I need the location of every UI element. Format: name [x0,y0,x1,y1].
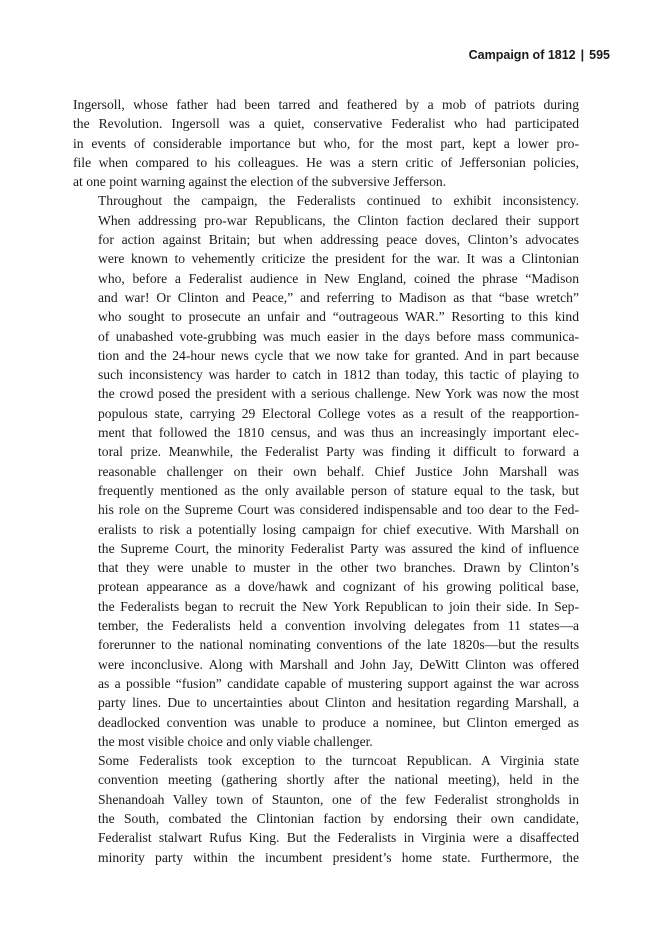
text-line: Shenandoah Valley town of Staunton, one of the few Federalist strongholds in [98,791,579,807]
text-line: were inconclusive. Along with Marshall and John Jay, DeWitt Clinton was offered [98,656,579,672]
text-line: party lines. Due to uncertainties about Clinton and hesitation regarding Marshall, a [98,695,579,711]
paragraph [73,95,579,191]
text-line: the crowd posed the president with a serious challenge. New York was now the most [98,386,579,402]
text-line: who, before a Federalist audience in New England, coined the phrase “Madison [98,270,579,286]
text-line: for action against Britain; but when addressing peace doves, Clinton’s advocates [98,232,579,248]
running-head [469,48,610,62]
paragraph [73,191,579,751]
text-line: the Federalists began to recruit the New York Republican to join their side. In Sep- [98,598,579,614]
text-line: eralists to risk a potentially losing campaign for chief executive. With Marshall on [98,521,579,537]
text-line: of unabashed vote-grubbing was much easier in the days before mass communica- [98,328,579,344]
text-line: frequently mentioned as the only available person of stature equal to the task, but [98,482,579,498]
text-line: the South, combated the Clintonian faction by endorsing their own candidate, [98,810,579,826]
text-line: convention meeting (gathering shortly after the national meeting), held in the [98,772,579,788]
text-line: tember, the Federalists held a convention involving delegates from 11 states—a [98,618,579,634]
text-line: reasonable challenger on their own behalf. Chief Justice John Marshall was [98,463,579,479]
text-line: file when compared to his colleagues. He was a stern critic of Jeffersonian policies, [73,154,579,170]
body-text [73,95,579,867]
page-number: 595 [589,48,610,62]
running-head-separator: | [580,48,585,62]
text-line: Federalist stalwart Rufus King. But the Federalists in Virginia were a disaffected [98,830,579,846]
text-line: as a possible “fusion” candidate capable of mustering support against the war across [98,675,579,691]
text-line: his role on the Supreme Court was considered indispensable and too dear to the Fed- [98,502,579,518]
text-line: deadlocked convention was unable to produce a nominee, but Clinton emerged as [98,714,579,730]
running-head-title: Campaign of 1812 [468,48,576,62]
text-line: protean appearance as a dove/hawk and cognizant of his growing political base, [98,579,579,595]
text-line: the Supreme Court, the minority Federalist Party was assured the kind of influence [98,540,579,556]
text-line: Ingersoll, whose father had been tarred and feathered by a mob of patriots during [73,97,579,112]
text-line: populous state, carrying 29 Electoral College votes as a result of the reapportion- [98,405,579,421]
text-line: minority party within the incumbent president’s home state. Furthermore, the [98,849,579,865]
text-line: that they were unable to muster in the other two branches. Drawn by Clinton’s [98,560,579,576]
text-line: ment that followed the 1810 census, and was thus an increasingly important elec- [98,425,579,441]
text-line: tion and the 24-hour news cycle that we now take for granted. And in part because [98,347,579,363]
text-line: forerunner to the national nominating conventions of the late 1820s—but the results [98,637,579,653]
text-line: at one point warning against the election of the subversive Jefferson. [73,174,447,190]
text-line: and war! Or Clinton and Peace,” and referring to Madison as that “base wretch” [98,289,579,305]
text-line: Some Federalists took exception to the turncoat Republican. A Virginia state [98,753,579,769]
text-line: such inconsistency was harder to catch in 1812 than today, this tactic of playing to [98,367,579,383]
text-line: in events of considerable importance but who, for the most part, kept a lower pro- [73,135,579,151]
text-line: When addressing pro-war Republicans, the Clinton faction declared their support [98,212,579,228]
text-line: the most visible choice and only viable challenger. [98,733,373,749]
text-line: toral prize. Meanwhile, the Federalist Party was finding it difficult to forward a [98,444,579,460]
text-line: who sought to prosecute an unfair and “outrageous WAR.” Resorting to this kind [98,309,579,325]
text-line: were known to vehemently criticize the president for the war. It was a Clintonian [98,251,579,267]
text-line: Throughout the campaign, the Federalists continued to exhibit inconsistency. [98,193,579,209]
paragraph [73,751,579,867]
text-line: the Revolution. Ingersoll was a quiet, conservative Federalist who had participated [73,116,579,132]
